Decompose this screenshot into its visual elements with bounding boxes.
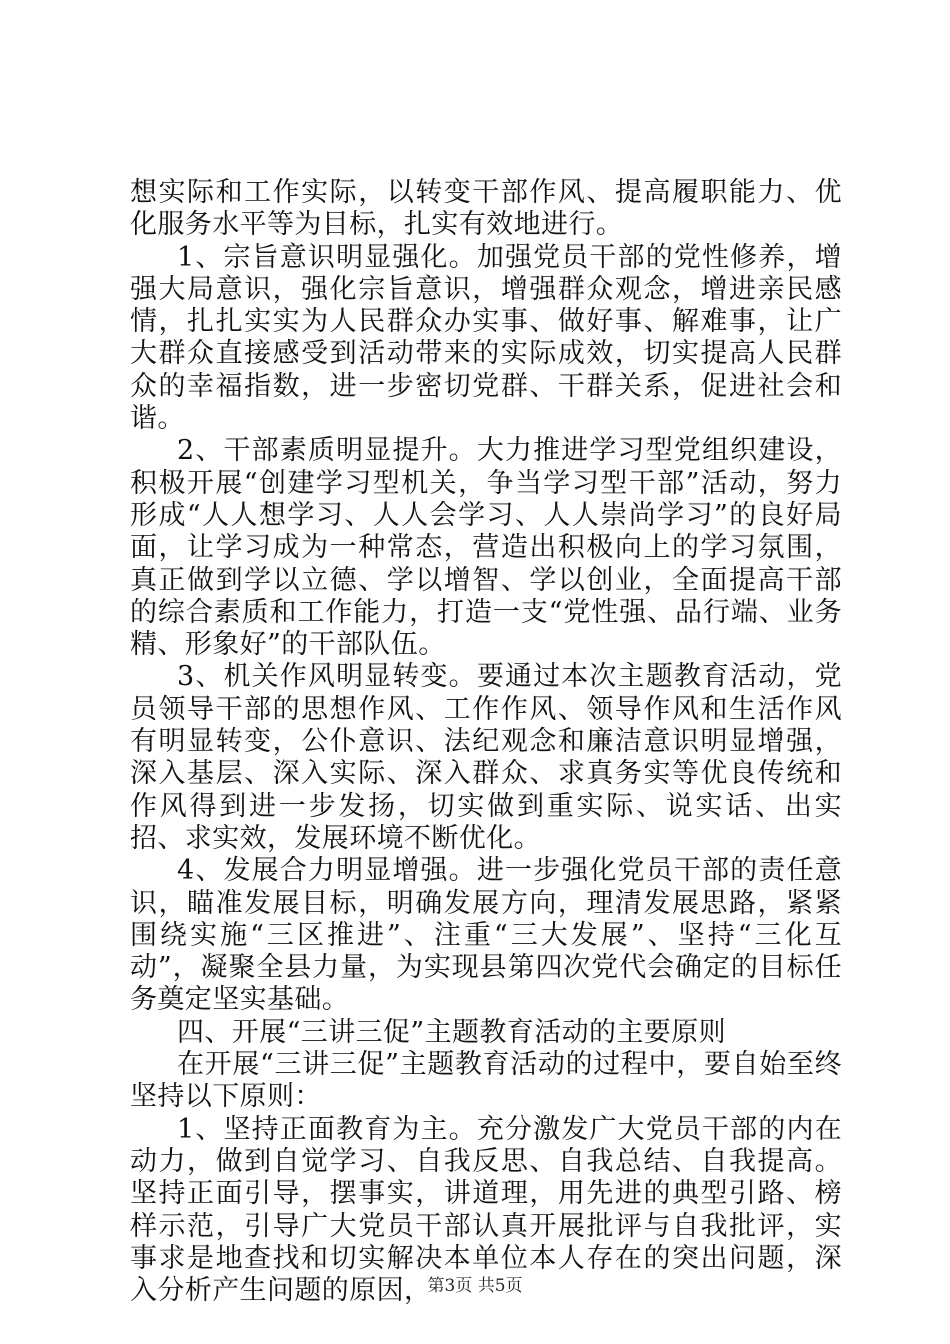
paragraph-principles-intro: 在开展“三讲三促”主题教育活动的过程中，要自始至终坚持以下原则： (130, 1049, 842, 1113)
page-footer: 第3页 共5页 (427, 1276, 523, 1296)
section-heading-principles: 四、开展“三讲三促”主题教育活动的主要原则 (177, 1016, 727, 1048)
paragraph-item-2-cadre-quality: 2、干部素质明显提升。大力推进学习型党组织建设，积极开展“创建学习型机关，争当学习型干部”活动，努力形成“人人想学习、人人会学习、人人崇尚学习”的良好局面，让学习成为一种常态，营造出积极向上的学习氛围，真正做到学以立德、学以增智、学以创业，全面提高干部的综合素质和工作能力，打造一支“党性强、品行端、业务精、形象好”的干部队伍。 (130, 435, 842, 661)
paragraph-continuation: 想实际和工作实际，以转变干部作风、提高履职能力、优化服务水平等为目标，扎实有效地进行。 (130, 177, 842, 241)
paragraph-item-3-work-style: 3、机关作风明显转变。要通过本次主题教育活动，党员领导干部的思想作风、工作作风、领导作风和生活作风有明显转变，公仆意识、法纪观念和廉洁意识明显增强，深入基层、深入实际、深入群众、求真务实等优良传统和作风得到进一步发扬，切实做到重实际、说实话、出实招、求实效，发展环境不断优化。 (130, 661, 842, 854)
paragraph-principle-1-positive-education: 1、坚持正面教育为主。充分激发广大党员干部的内在动力，做到自觉学习、自我反思、自我总结、自我提高。坚持正面引导，摆事实，讲道理，用先进的典型引路、榜样示范，引导广大党员干部认真开展批评与自我批评，实事求是地查找和切实解决本单位本人存在的突出问题，深入分析产生问题的原因， (130, 1113, 842, 1307)
paragraph-item-1-purpose-awareness: 1、宗旨意识明显强化。加强党员干部的党性修养，增强大局意识，强化宗旨意识，增强群众观念，增进亲民感情，扎扎实实为人民群众办实事、做好事、解难事，让广大群众直接感受到活动带来的实际成效，切实提高人民群众的幸福指数，进一步密切党群、干群关系，促进社会和谐。 (130, 241, 842, 435)
paragraph-item-4-development-synergy: 4、发展合力明显增强。进一步强化党员干部的责任意识，瞄准发展目标，明确发展方向，理清发展思路，紧紧围绕实施“三区推进”、注重“三大发展”、坚持“三化互动”，凝聚全县力量，为实现县第四次党代会确定的目标任务奠定坚实基础。 (130, 855, 842, 1016)
document-body (130, 177, 842, 1307)
